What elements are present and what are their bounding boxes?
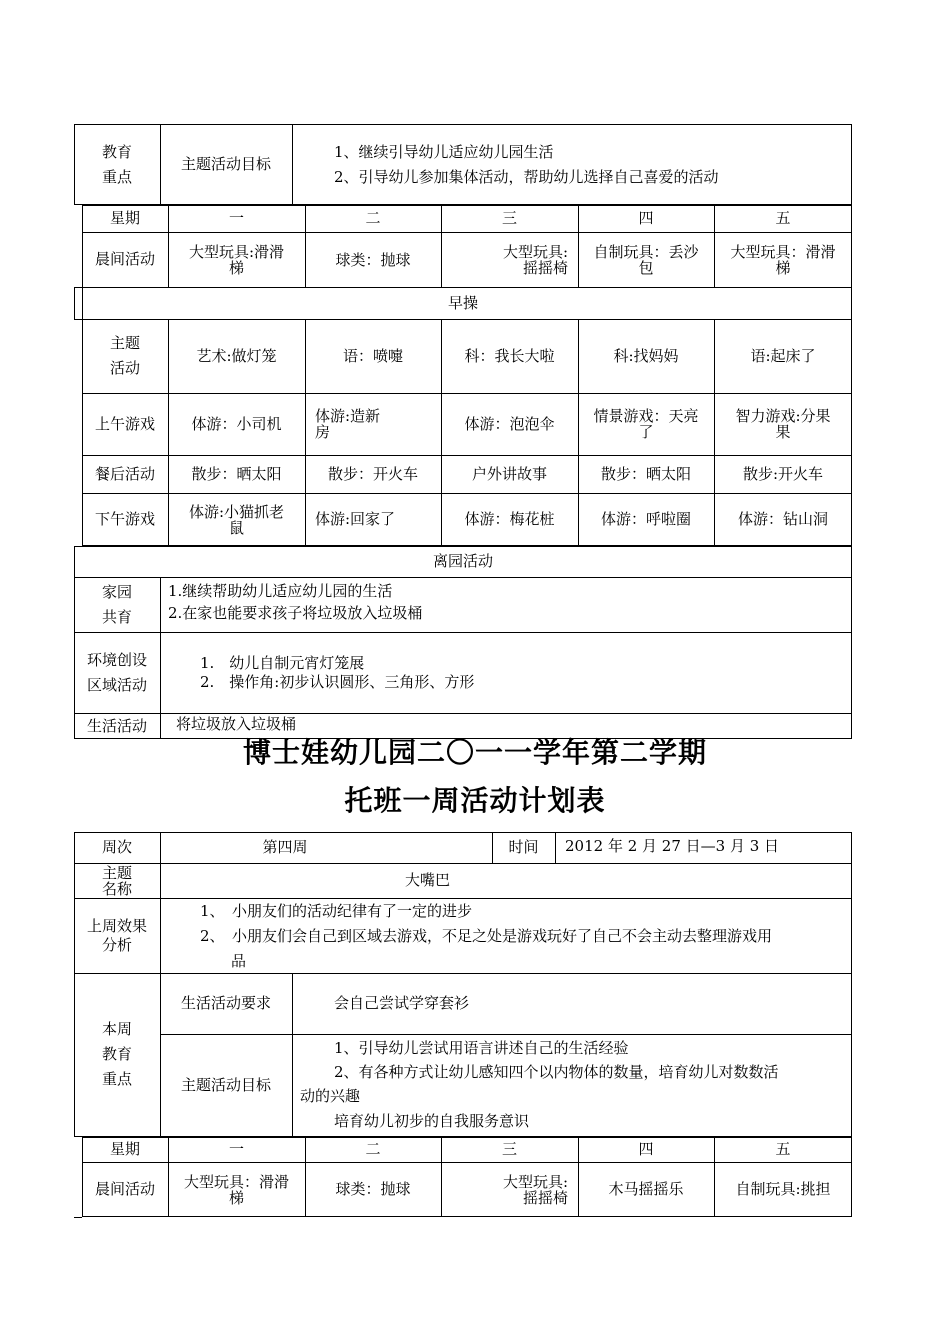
next-analysis-line-2: 2、 小朋友们会自己到区域去游戏，不足之处是游戏玩好了自己不会主动去整理游戏用 xyxy=(200,927,773,945)
prev-am-game-4: 情景游戏：天亮 了 xyxy=(593,407,699,441)
prev-home-line-1: 1.继续帮助幼儿适应幼儿园的生活 xyxy=(168,582,393,600)
next-morning-3: 大型玩具: 摇摇椅 xyxy=(502,1172,568,1207)
prev-life-text: 将垃圾放入垃圾桶 xyxy=(176,715,297,733)
prev-home-line-2: 2.在家也能要求孩子将垃圾放入垃圾桶 xyxy=(168,604,423,622)
prev-after-meal-1: 散步：晒太阳 xyxy=(191,464,282,483)
next-morning-label: 晨间活动 xyxy=(94,1180,155,1198)
prev-morning-3: 大型玩具: 摇摇椅 xyxy=(502,242,568,277)
prev-pm-game-3: 体游：梅花桩 xyxy=(464,510,555,528)
next-goal-1: 1、引导幼儿尝试用语言讲述自己的生活经验 xyxy=(334,1039,629,1057)
next-analysis-line-1: 1、 小朋友们的活动纪律有了一定的进步 xyxy=(200,902,473,920)
prev-goal-2: 2、引导幼儿参加集体活动，帮助幼儿选择自己喜爱的活动 xyxy=(334,168,719,186)
next-analysis-line-3: 品 xyxy=(231,952,247,970)
prev-weekday-label: 星期 xyxy=(109,209,140,227)
prev-pm-game-4: 体游：呼啦圈 xyxy=(600,510,691,528)
prev-life-label: 生活活动 xyxy=(86,716,147,735)
prev-after-meal-2: 散步：开火车 xyxy=(327,464,418,483)
prev-day-5: 五 xyxy=(775,209,791,227)
prev-am-game-5: 智力游戏:分果 果 xyxy=(735,407,831,441)
prev-day-3: 三 xyxy=(501,209,517,227)
prev-exercise: 早操 xyxy=(447,293,478,312)
prev-after-meal-3: 户外讲故事 xyxy=(471,464,547,483)
prev-env-label: 环境创设 区域活动 xyxy=(86,650,147,694)
prev-am-game-3: 体游：泡泡伞 xyxy=(464,414,555,433)
prev-env-line-1: 1. 幼儿自制元宵灯笼展 xyxy=(200,654,365,672)
next-day-2: 二 xyxy=(365,1140,381,1158)
prev-am-game-label: 上午游戏 xyxy=(94,414,155,433)
next-theme-name-value: 大嘴巴 xyxy=(404,871,450,889)
prev-morning-2: 球类：抛球 xyxy=(335,250,411,269)
next-theme-name-label: 主题 名称 xyxy=(101,863,132,898)
prev-morning-5: 大型玩具：滑滑 梯 xyxy=(730,242,836,277)
prev-after-meal-4: 散步：晒太阳 xyxy=(600,464,691,483)
prev-morning-label: 晨间活动 xyxy=(94,250,155,268)
next-analysis-label: 上周效果 分析 xyxy=(86,916,147,954)
next-focus-label: 本周 教育 重点 xyxy=(101,1019,132,1088)
prev-day-4: 四 xyxy=(638,209,654,227)
next-life-req-value: 会自己尝试学穿套衫 xyxy=(334,994,470,1012)
prev-theme-2: 语：喷嚏 xyxy=(342,346,403,365)
prev-pm-game-1: 体游:小猫抓老 鼠 xyxy=(188,502,285,537)
prev-focus-label: 教育 重点 xyxy=(101,142,132,186)
prev-leave: 离园活动 xyxy=(432,552,493,570)
prev-am-game-1: 体游：小司机 xyxy=(191,414,282,433)
prev-am-game-2: 体游:造新 房 xyxy=(315,407,381,441)
prev-theme-4: 科:找妈妈 xyxy=(613,346,679,365)
next-morning-1: 大型玩具：滑滑 梯 xyxy=(183,1172,289,1207)
next-time-value: 2012 年 2 月 27 日—3 月 3 日 xyxy=(565,837,780,855)
prev-day-2: 二 xyxy=(365,209,381,227)
prev-day-1: 一 xyxy=(228,209,244,227)
prev-theme-label: 主题 活动 xyxy=(109,334,140,377)
next-week-value: 第四周 xyxy=(262,838,308,856)
next-goal-2: 2、有各种方式让幼儿感知四个以内物体的数量，培育幼儿对数数活 xyxy=(334,1063,779,1081)
doc-title: 博士娃幼儿园二〇一一学年第二学期 xyxy=(242,736,707,769)
prev-pm-game-5: 体游：钻山洞 xyxy=(737,510,828,528)
next-morning-5: 自制玩具:挑担 xyxy=(735,1180,831,1198)
prev-goal-1: 1、继续引导幼儿适应幼儿园生活 xyxy=(334,143,554,161)
prev-morning-4: 自制玩具：丢沙 包 xyxy=(593,242,699,277)
prev-after-meal-label: 餐后活动 xyxy=(94,464,155,483)
next-day-5: 五 xyxy=(775,1140,791,1158)
doc-subtitle: 托班一周活动计划表 xyxy=(344,784,606,817)
prev-after-meal-5: 散步:开火车 xyxy=(742,464,824,483)
next-day-3: 三 xyxy=(501,1140,517,1158)
prev-env-line-2: 2. 操作角:初步认识圆形、三角形、方形 xyxy=(200,673,475,691)
prev-morning-1: 大型玩具:滑滑 梯 xyxy=(188,242,285,277)
next-morning-2: 球类：抛球 xyxy=(335,1180,411,1198)
next-morning-4: 木马摇摇乐 xyxy=(608,1180,684,1198)
next-goal-4: 培育幼儿初步的自我服务意识 xyxy=(334,1112,530,1130)
prev-pm-game-2: 体游:回家了 xyxy=(315,510,396,528)
prev-home-label: 家园 共育 xyxy=(101,582,132,626)
next-day-4: 四 xyxy=(638,1140,654,1158)
prev-pm-game-label: 下午游戏 xyxy=(94,510,155,528)
next-goal-3: 动的兴趣 xyxy=(300,1087,361,1105)
next-day-1: 一 xyxy=(228,1140,244,1158)
next-goal-label: 主题活动目标 xyxy=(180,1076,271,1094)
next-time-label: 时间 xyxy=(508,838,539,856)
prev-goal-label: 主题活动目标 xyxy=(180,155,271,173)
prev-theme-3: 科：我长大啦 xyxy=(464,346,555,365)
next-week-label: 周次 xyxy=(101,838,132,856)
next-weekday-label: 星期 xyxy=(109,1140,140,1158)
prev-theme-5: 语:起床了 xyxy=(750,346,816,365)
prev-theme-1: 艺术:做灯笼 xyxy=(196,346,277,365)
next-life-req-label: 生活活动要求 xyxy=(180,994,271,1012)
